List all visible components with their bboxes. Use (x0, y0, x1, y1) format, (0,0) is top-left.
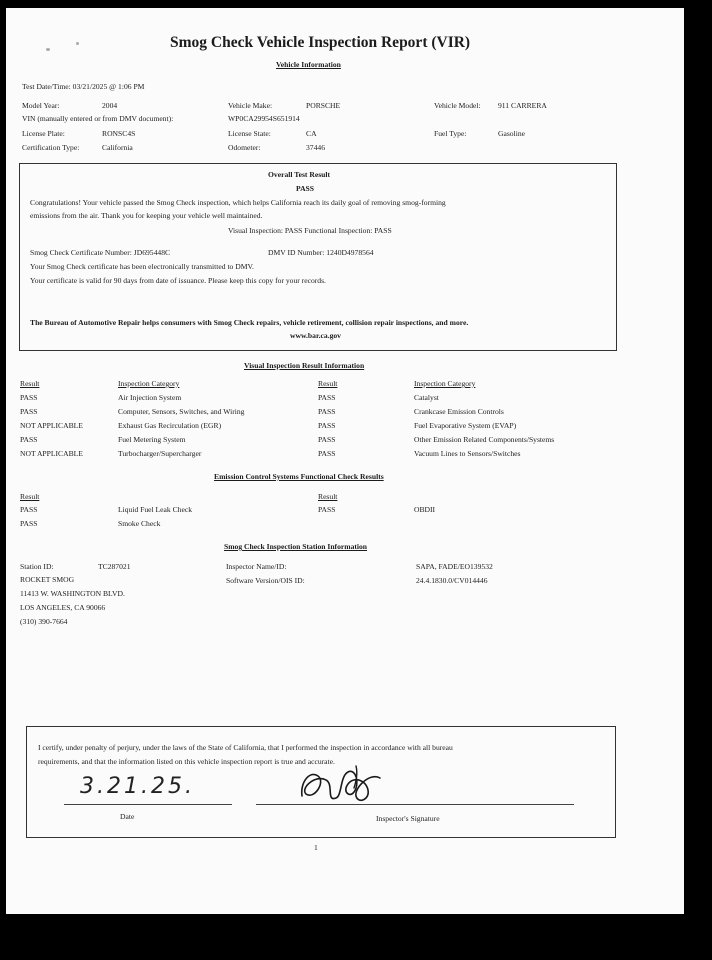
station-phone: (310) 390-7664 (20, 617, 68, 626)
cert-type-value: California (102, 143, 133, 152)
make-label: Vehicle Make: (228, 101, 273, 110)
fuel-type-value: Gasoline (498, 129, 525, 138)
visual-right-category: Catalyst (414, 393, 439, 402)
visual-col-category-right: Inspection Category (414, 379, 476, 388)
odometer-value: 37446 (306, 143, 325, 152)
license-plate-label: License Plate: (22, 129, 65, 138)
transmitted-note: Your Smog Check certificate has been electronically transmitted to DMV. (30, 262, 254, 271)
visual-left-category: Exhaust Gas Recirculation (EGR) (118, 421, 222, 430)
visual-left-result: PASS (20, 407, 38, 416)
functional-right-result: PASS (318, 505, 336, 514)
signature-label: Inspector's Signature (376, 814, 440, 823)
visual-left-result: NOT APPLICABLE (20, 421, 83, 430)
model-year-label: Model Year: (22, 101, 60, 110)
station-info-heading: Smog Check Inspection Station Information (224, 542, 368, 551)
test-datetime-label: Test Date/Time: (22, 82, 71, 91)
odometer-label: Odometer: (228, 143, 261, 152)
functional-left-category: Smoke Check (118, 519, 161, 528)
functional-right-category: OBDII (414, 505, 436, 514)
station-id-label: Station ID: (20, 562, 54, 571)
visual-right-result: PASS (318, 449, 336, 458)
visual-left-category: Turbocharger/Supercharger (118, 449, 202, 458)
signature-line (256, 804, 574, 805)
visual-col-result-right: Result (318, 379, 338, 388)
functional-left-result: PASS (20, 505, 38, 514)
visual-col-result-left: Result (20, 379, 40, 388)
bureau-note: The Bureau of Automotive Repair helps consumers with Smog Check repairs, vehicle retirement, collision repair inspections, and more. (30, 318, 469, 327)
congrats-line1: Congratulations! Your vehicle passed the Smog Check inspection, which helps California reach its daily goal of removing smog-forming (30, 198, 446, 207)
overall-result: PASS (296, 184, 315, 193)
visual-right-result: PASS (318, 407, 336, 416)
certify-line2: requirements, and that the information listed on this vehicle inspection report is true and accurate. (38, 757, 335, 766)
visual-left-category: Computer, Sensors, Switches, and Wiring (118, 407, 245, 416)
inspector-value: SAPA, FADE/EO139532 (416, 562, 493, 571)
vin-label: VIN (manually entered or from DMV document): (22, 114, 174, 123)
date-label: Date (120, 812, 135, 821)
handwritten-date: 3.21.25. (80, 774, 195, 799)
visual-left-result: PASS (20, 435, 38, 444)
congrats-line2: emissions from the air. Thank you for keeping your vehicle well maintained. (30, 211, 263, 220)
cert-number-value: JD695448C (133, 248, 171, 257)
visual-right-result: PASS (318, 421, 336, 430)
station-address1: 11413 W. WASHINGTON BLVD. (20, 589, 125, 598)
license-plate-value: RONSC4S (102, 129, 136, 138)
visual-left-category: Air Injection System (118, 393, 182, 402)
cert-type-label: Certification Type: (22, 143, 80, 152)
inspection-summary: Visual Inspection: PASS Functional Inspection: PASS (228, 226, 392, 235)
model-label: Vehicle Model: (434, 101, 481, 110)
fuel-type-label: Fuel Type: (434, 129, 467, 138)
scan-speck (46, 48, 50, 51)
license-state-label: License State: (228, 129, 271, 138)
page-number: 1 (314, 843, 318, 852)
license-state-value: CA (306, 129, 317, 138)
visual-right-result: PASS (318, 435, 336, 444)
model-year-value: 2004 (102, 101, 118, 110)
inspector-label: Inspector Name/ID: (226, 562, 287, 571)
visual-right-result: PASS (318, 393, 336, 402)
report-title: Smog Check Vehicle Inspection Report (VIR) (170, 34, 471, 51)
visual-left-category: Fuel Metering System (118, 435, 186, 444)
visual-left-result: NOT APPLICABLE (20, 449, 83, 458)
bureau-url: www.bar.ca.gov (290, 331, 341, 340)
scan-speck (76, 42, 79, 45)
vehicle-info-heading: Vehicle Information (276, 60, 341, 69)
software-label: Software Version/OIS ID: (226, 576, 305, 585)
dmv-id-value: 1240D4978564 (326, 248, 374, 257)
certificate-number (30, 248, 170, 257)
functional-col-result-right: Result (318, 492, 338, 501)
functional-check-heading: Emission Control Systems Functional Check Results (214, 472, 384, 481)
inspector-signature (296, 762, 386, 808)
model-value: 911 CARRERA (498, 101, 547, 110)
test-datetime (22, 82, 144, 91)
station-id-value: TC287021 (98, 562, 131, 571)
cert-number-label: Smog Check Certificate Number: (30, 248, 132, 257)
visual-left-result: PASS (20, 393, 38, 402)
functional-left-result: PASS (20, 519, 38, 528)
date-line (64, 804, 232, 805)
visual-right-category: Vacuum Lines to Sensors/Switches (414, 449, 521, 458)
test-datetime-value: 03/21/2025 @ 1:06 PM (72, 82, 145, 91)
functional-left-category: Liquid Fuel Leak Check (118, 505, 193, 514)
visual-right-category: Other Emission Related Components/Systems (414, 435, 555, 444)
report-page (6, 8, 684, 914)
visual-col-category-left: Inspection Category (118, 379, 180, 388)
make-value: PORSCHE (306, 101, 341, 110)
overall-heading: Overall Test Result (268, 170, 331, 179)
certify-line1: I certify, under penalty of perjury, under the laws of the State of California, that I performed the inspection in accordance with all bureau (38, 743, 453, 752)
dmv-id-label: DMV ID Number: (268, 248, 325, 257)
functional-col-result-left: Result (20, 492, 40, 501)
station-name: ROCKET SMOG (20, 575, 75, 584)
valid-note: Your certificate is valid for 90 days from date of issuance. Please keep this copy for your records. (30, 276, 326, 285)
dmv-id (268, 248, 374, 257)
visual-right-category: Fuel Evaporative System (EVAP) (414, 421, 517, 430)
software-value: 24.4.1830.0/CV014446 (416, 576, 488, 585)
visual-right-category: Crankcase Emission Controls (414, 407, 504, 416)
vin-value: WP0CA29954S651914 (228, 114, 300, 123)
station-address2: LOS ANGELES, CA 90066 (20, 603, 106, 612)
visual-inspection-heading: Visual Inspection Result Information (244, 361, 365, 370)
